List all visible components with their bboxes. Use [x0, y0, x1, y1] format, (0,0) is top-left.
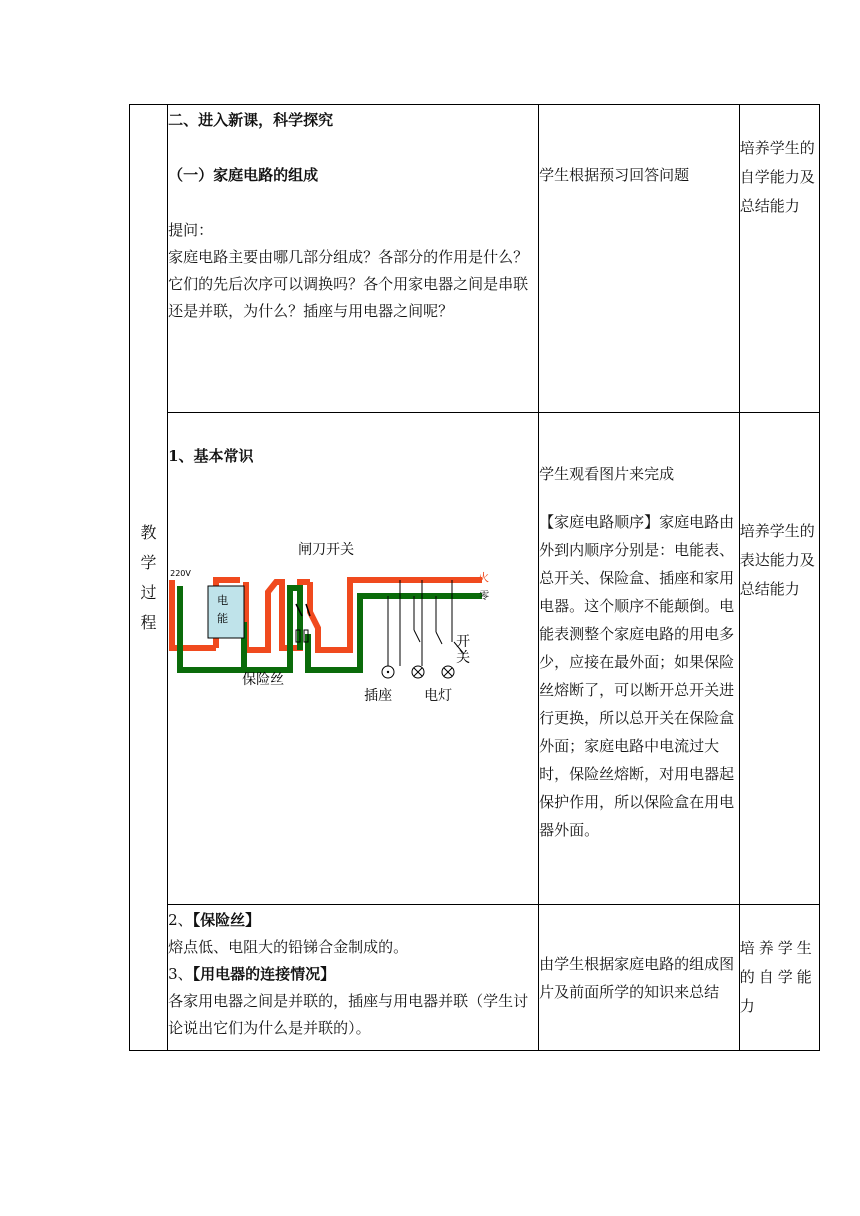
item-number: 2、 [168, 911, 193, 929]
lesson-plan-table [129, 104, 820, 1051]
voltage-label: 220V [170, 569, 191, 578]
socket-label: 插座 [364, 688, 393, 704]
switch-label-kai: 开 [456, 634, 471, 650]
branch-switch [436, 632, 442, 644]
live-label: 火 [478, 571, 490, 584]
stage-char: 过 [140, 582, 157, 602]
stage-char: 程 [140, 612, 157, 632]
neutral-label: 零 [479, 591, 490, 602]
fuse-title: 【保险丝】 [192, 911, 261, 929]
goal-text: 培养学生的自学能力 [739, 939, 816, 1015]
goal-text: 培养学生的表达能力及总结能力 [739, 522, 815, 598]
content-cell [168, 413, 539, 905]
question-label: 提问： [168, 221, 214, 239]
goal-cell [739, 905, 819, 1051]
lamp-label: 电灯 [424, 688, 453, 704]
content-cell [168, 105, 539, 413]
socket-dot [387, 671, 389, 673]
goal-cell [739, 413, 819, 905]
section-subheading: （一）家庭电路的组成 [168, 166, 319, 184]
student-activity-cell [539, 413, 740, 905]
switch-label-guan: 关 [456, 650, 471, 666]
fuse-text: 熔点低、电阻大的铅锑合金制成的。 [168, 938, 409, 956]
question-text: 家庭电路主要由哪几部分组成？各部分的作用是什么？它们的先后次序可以调换吗？各个用家电器之间是串联还是并联，为什么？插座与用电器之间呢？ [168, 248, 529, 320]
fuse-label: 保险丝 [242, 672, 285, 688]
student-activity-text: 学生根据预习回答问题 [539, 166, 690, 184]
connection-title: 【用电器的连接情况】 [192, 965, 336, 983]
stage-char: 教 [140, 522, 157, 542]
knife-switch-label: 闸刀开关 [298, 542, 355, 558]
student-activity-cell [539, 905, 740, 1051]
student-activity-cell [539, 105, 740, 413]
section-heading: 二、进入新课，科学探究 [168, 111, 334, 129]
goal-text: 培养学生的自学能力及总结能力 [739, 139, 815, 215]
home-circuit-diagram [160, 530, 500, 704]
meter-label: 电能 [217, 594, 229, 625]
table-row [130, 105, 820, 413]
student-activity-text: 由学生根据家庭电路的组成图片及前面所学的知识来总结 [539, 954, 735, 1001]
student-activity-text: 【家庭电路顺序】家庭电路由外到内顺序分别是：电能表、总开关、保险盒、插座和家用电器。这个顺序不能颠倒。电能表测整个家庭电路的用电多少，应接在最外面；如果保险丝熔断了，可以断开总开关进行更换，所以总开关在保险盒外面；家庭电路中电流过大时，保险丝熔断，对用电器起保护作用，所以保险盒在用电器外面。 [539, 513, 735, 839]
goal-cell [739, 105, 819, 413]
branch-switch [414, 630, 420, 642]
stage-char: 学 [140, 552, 157, 572]
student-activity-intro: 学生观看图片来完成 [539, 465, 675, 483]
content-cell [168, 905, 539, 1051]
item-number: 3、 [168, 965, 193, 983]
basic-knowledge-heading: 1、基本常识 [168, 447, 254, 465]
connection-text: 各家用电器之间是并联的，插座与用电器并联（学生讨论说出它们为什么是并联的）。 [168, 992, 529, 1037]
table-row [130, 905, 820, 1051]
table-row [130, 413, 820, 905]
